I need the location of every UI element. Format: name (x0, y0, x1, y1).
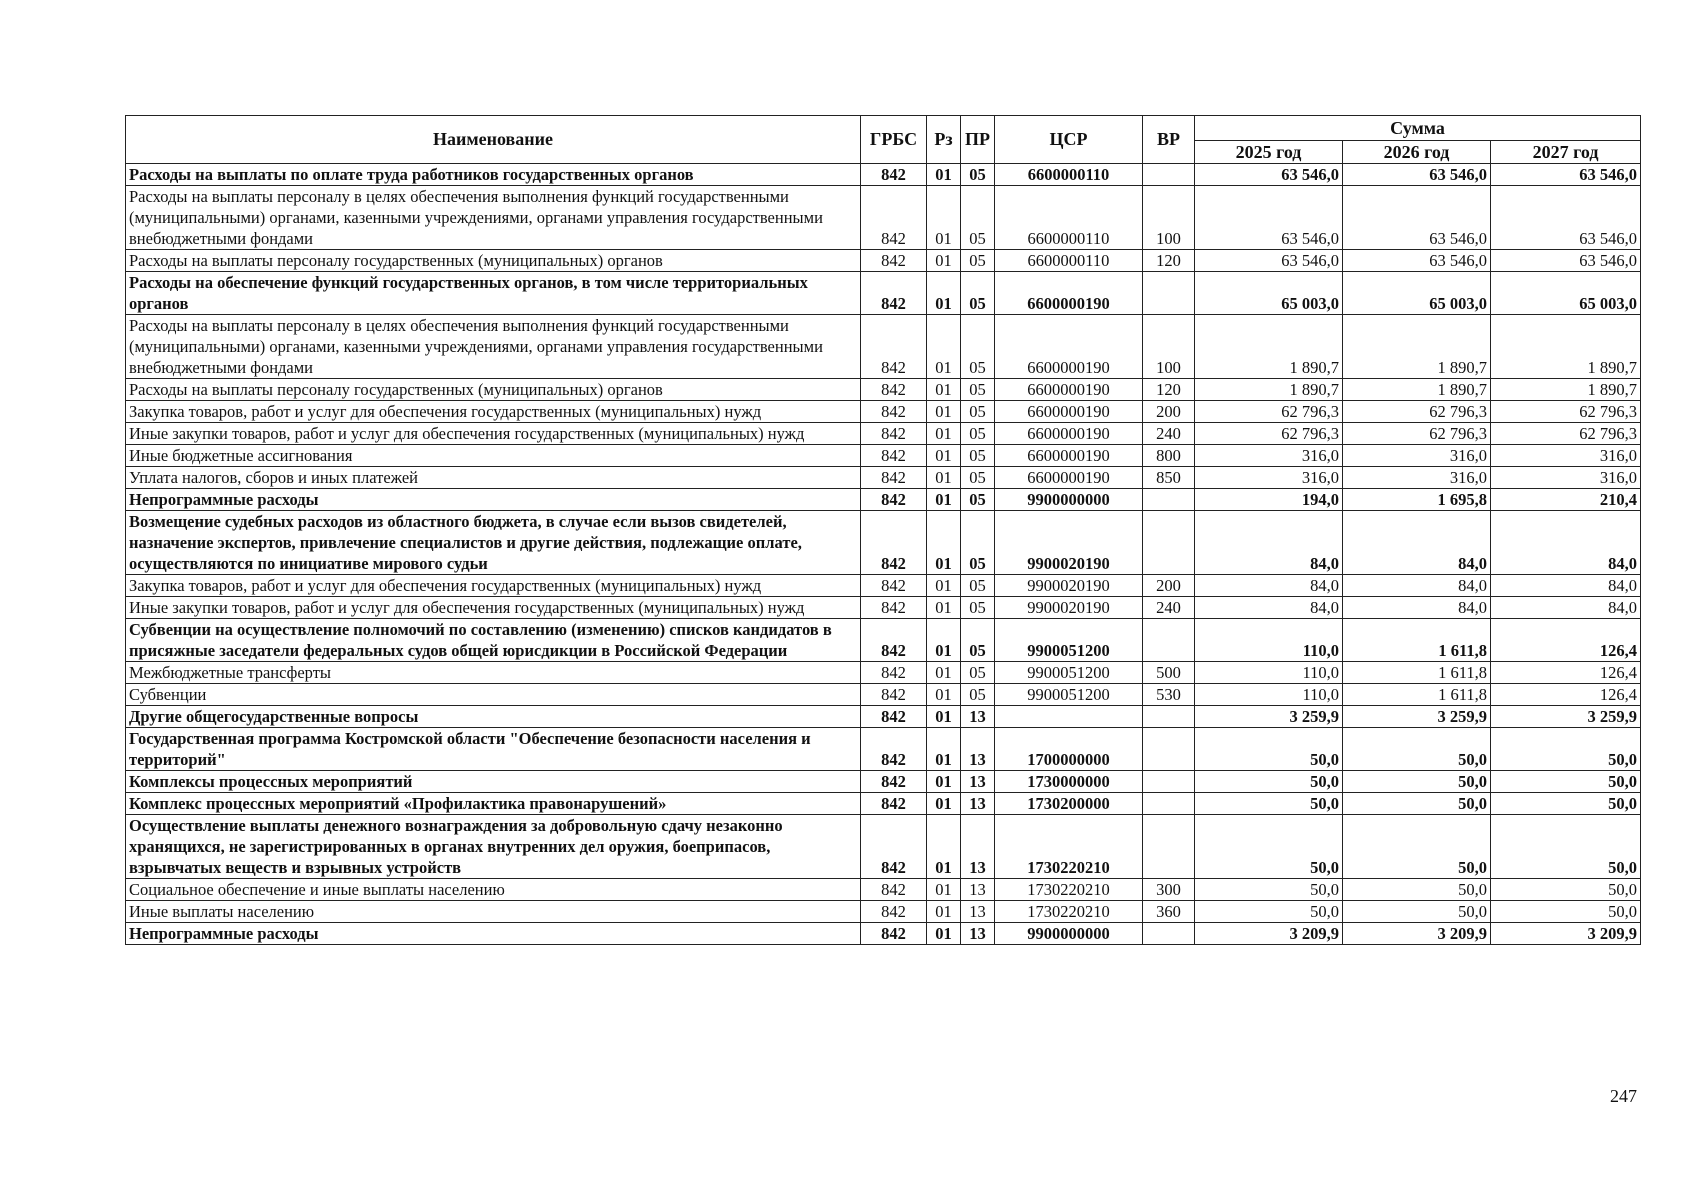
cell-vr: 500 (1143, 662, 1195, 684)
cell-grbs: 842 (861, 164, 927, 186)
cell-2026: 84,0 (1343, 597, 1491, 619)
header-csr: ЦСР (995, 116, 1143, 164)
cell-2025: 50,0 (1195, 879, 1343, 901)
cell-pr: 05 (961, 401, 995, 423)
cell-pr: 05 (961, 575, 995, 597)
cell-2026: 316,0 (1343, 445, 1491, 467)
cell-name: Комплексы процессных мероприятий (126, 771, 861, 793)
cell-rz: 01 (927, 164, 961, 186)
cell-2025: 1 890,7 (1195, 315, 1343, 379)
cell-2025: 62 796,3 (1195, 401, 1343, 423)
cell-vr (1143, 728, 1195, 771)
cell-2026: 1 611,8 (1343, 684, 1491, 706)
cell-2025: 50,0 (1195, 771, 1343, 793)
cell-2025: 50,0 (1195, 728, 1343, 771)
cell-name: Уплата налогов, сборов и иных платежей (126, 467, 861, 489)
cell-2026: 1 890,7 (1343, 379, 1491, 401)
table-row (126, 164, 1641, 186)
cell-pr: 05 (961, 489, 995, 511)
cell-2027: 316,0 (1491, 467, 1641, 489)
cell-2025: 194,0 (1195, 489, 1343, 511)
cell-name: Расходы на выплаты персоналу в целях обеспечения выполнения функций государственными (муниципальными) органами, казенными учреждениями, органами управления государственными внебюджетными фондами (126, 186, 861, 250)
cell-rz: 01 (927, 619, 961, 662)
cell-2026: 63 546,0 (1343, 186, 1491, 250)
cell-2027: 316,0 (1491, 445, 1641, 467)
cell-grbs: 842 (861, 272, 927, 315)
cell-2025: 65 003,0 (1195, 272, 1343, 315)
cell-rz: 01 (927, 315, 961, 379)
cell-pr: 05 (961, 684, 995, 706)
cell-name: Осуществление выплаты денежного вознаграждения за добровольную сдачу незаконно хранящихся, не зарегистрированных в органах внутренних дел оружия, боеприпасов, взрывчатых веществ и взрывных устройств (126, 815, 861, 879)
cell-vr (1143, 771, 1195, 793)
cell-2027: 126,4 (1491, 684, 1641, 706)
cell-2027: 62 796,3 (1491, 423, 1641, 445)
table-row (126, 728, 1641, 771)
cell-2026: 62 796,3 (1343, 401, 1491, 423)
cell-vr (1143, 489, 1195, 511)
cell-rz: 01 (927, 815, 961, 879)
cell-vr: 800 (1143, 445, 1195, 467)
cell-name: Расходы на выплаты персоналу государственных (муниципальных) органов (126, 379, 861, 401)
cell-grbs: 842 (861, 662, 927, 684)
cell-vr: 240 (1143, 423, 1195, 445)
table-row (126, 619, 1641, 662)
cell-2027: 84,0 (1491, 597, 1641, 619)
cell-2025: 50,0 (1195, 815, 1343, 879)
cell-csr: 6600000190 (995, 379, 1143, 401)
cell-grbs: 842 (861, 511, 927, 575)
cell-grbs: 842 (861, 815, 927, 879)
cell-vr: 100 (1143, 315, 1195, 379)
cell-2026: 63 546,0 (1343, 250, 1491, 272)
cell-csr: 9900000000 (995, 489, 1143, 511)
cell-2025: 110,0 (1195, 619, 1343, 662)
cell-pr: 13 (961, 815, 995, 879)
cell-2025: 316,0 (1195, 467, 1343, 489)
cell-grbs: 842 (861, 901, 927, 923)
cell-rz: 01 (927, 793, 961, 815)
cell-grbs: 842 (861, 423, 927, 445)
cell-csr: 6600000190 (995, 315, 1143, 379)
cell-2027: 1 890,7 (1491, 379, 1641, 401)
cell-rz: 01 (927, 575, 961, 597)
table-row (126, 511, 1641, 575)
cell-name: Государственная программа Костромской области "Обеспечение безопасности населения и территорий" (126, 728, 861, 771)
cell-2027: 63 546,0 (1491, 164, 1641, 186)
table-row (126, 706, 1641, 728)
cell-2026: 1 695,8 (1343, 489, 1491, 511)
cell-rz: 01 (927, 728, 961, 771)
cell-csr: 6600000190 (995, 445, 1143, 467)
cell-csr: 6600000190 (995, 401, 1143, 423)
table-row (126, 272, 1641, 315)
cell-grbs: 842 (861, 706, 927, 728)
cell-name: Возмещение судебных расходов из областного бюджета, в случае если вызов свидетелей, назначение экспертов, привлечение специалистов и другие действия, подлежащие оплате, осуществляются по инициативе мирового судьи (126, 511, 861, 575)
cell-grbs: 842 (861, 684, 927, 706)
cell-rz: 01 (927, 511, 961, 575)
table-row (126, 662, 1641, 684)
cell-csr: 1730200000 (995, 793, 1143, 815)
cell-vr: 300 (1143, 879, 1195, 901)
cell-vr (1143, 706, 1195, 728)
table-row (126, 575, 1641, 597)
table-row (126, 467, 1641, 489)
cell-2027: 62 796,3 (1491, 401, 1641, 423)
cell-pr: 05 (961, 186, 995, 250)
cell-pr: 05 (961, 619, 995, 662)
cell-csr: 9900000000 (995, 923, 1143, 945)
cell-2025: 63 546,0 (1195, 164, 1343, 186)
cell-2026: 84,0 (1343, 511, 1491, 575)
cell-rz: 01 (927, 489, 961, 511)
cell-name: Закупка товаров, работ и услуг для обеспечения государственных (муниципальных) нужд (126, 575, 861, 597)
cell-vr: 200 (1143, 401, 1195, 423)
cell-pr: 05 (961, 445, 995, 467)
cell-2025: 3 209,9 (1195, 923, 1343, 945)
cell-2027: 50,0 (1491, 728, 1641, 771)
cell-2026: 50,0 (1343, 793, 1491, 815)
cell-name: Закупка товаров, работ и услуг для обеспечения государственных (муниципальных) нужд (126, 401, 861, 423)
cell-2026: 65 003,0 (1343, 272, 1491, 315)
cell-csr: 6600000190 (995, 423, 1143, 445)
cell-grbs: 842 (861, 728, 927, 771)
cell-2027: 126,4 (1491, 619, 1641, 662)
cell-2026: 1 611,8 (1343, 619, 1491, 662)
cell-csr: 9900020190 (995, 575, 1143, 597)
cell-2025: 84,0 (1195, 575, 1343, 597)
cell-pr: 13 (961, 771, 995, 793)
table-row (126, 771, 1641, 793)
cell-csr: 9900051200 (995, 662, 1143, 684)
cell-2027: 3 209,9 (1491, 923, 1641, 945)
cell-rz: 01 (927, 379, 961, 401)
cell-2026: 50,0 (1343, 879, 1491, 901)
cell-2026: 1 611,8 (1343, 662, 1491, 684)
header-name: Наименование (126, 116, 861, 164)
cell-csr: 9900020190 (995, 511, 1143, 575)
cell-pr: 05 (961, 379, 995, 401)
cell-grbs: 842 (861, 489, 927, 511)
cell-2025: 50,0 (1195, 901, 1343, 923)
cell-csr: 9900051200 (995, 684, 1143, 706)
cell-name: Расходы на выплаты персоналу в целях обеспечения выполнения функций государственными (муниципальными) органами, казенными учреждениями, органами управления государственными внебюджетными фондами (126, 315, 861, 379)
header-rz: Рз (927, 116, 961, 164)
cell-rz: 01 (927, 923, 961, 945)
table-row (126, 597, 1641, 619)
cell-csr: 1730220210 (995, 879, 1143, 901)
cell-2027: 84,0 (1491, 575, 1641, 597)
cell-csr (995, 706, 1143, 728)
cell-csr: 1700000000 (995, 728, 1143, 771)
cell-csr: 1730000000 (995, 771, 1143, 793)
cell-2027: 63 546,0 (1491, 250, 1641, 272)
table-row (126, 315, 1641, 379)
cell-2025: 110,0 (1195, 662, 1343, 684)
cell-name: Расходы на выплаты по оплате труда работников государственных органов (126, 164, 861, 186)
budget-table (125, 115, 1641, 945)
cell-rz: 01 (927, 706, 961, 728)
cell-2026: 63 546,0 (1343, 164, 1491, 186)
cell-2025: 62 796,3 (1195, 423, 1343, 445)
header-pr: ПР (961, 116, 995, 164)
cell-grbs: 842 (861, 467, 927, 489)
cell-vr (1143, 511, 1195, 575)
cell-name: Другие общегосударственные вопросы (126, 706, 861, 728)
table-row (126, 923, 1641, 945)
cell-vr (1143, 619, 1195, 662)
page-number: 247 (1610, 1086, 1637, 1106)
cell-grbs: 842 (861, 250, 927, 272)
cell-vr: 100 (1143, 186, 1195, 250)
header-year-2027: 2027 год (1491, 141, 1641, 164)
header-grbs: ГРБС (861, 116, 927, 164)
cell-grbs: 842 (861, 879, 927, 901)
cell-name: Непрограммные расходы (126, 923, 861, 945)
table-row (126, 186, 1641, 250)
cell-pr: 05 (961, 662, 995, 684)
cell-rz: 01 (927, 771, 961, 793)
cell-vr (1143, 272, 1195, 315)
cell-pr: 05 (961, 272, 995, 315)
cell-rz: 01 (927, 423, 961, 445)
cell-pr: 05 (961, 511, 995, 575)
cell-name: Иные закупки товаров, работ и услуг для обеспечения государственных (муниципальных) нужд (126, 597, 861, 619)
cell-2025: 84,0 (1195, 511, 1343, 575)
table-row (126, 489, 1641, 511)
cell-csr: 6600000110 (995, 164, 1143, 186)
cell-2027: 50,0 (1491, 901, 1641, 923)
cell-csr: 9900051200 (995, 619, 1143, 662)
cell-vr (1143, 793, 1195, 815)
cell-rz: 01 (927, 597, 961, 619)
cell-2027: 1 890,7 (1491, 315, 1641, 379)
cell-pr: 05 (961, 315, 995, 379)
cell-vr: 530 (1143, 684, 1195, 706)
cell-2026: 50,0 (1343, 728, 1491, 771)
table-body (126, 164, 1641, 945)
table-row (126, 250, 1641, 272)
cell-vr (1143, 923, 1195, 945)
cell-2027: 126,4 (1491, 662, 1641, 684)
cell-grbs: 842 (861, 315, 927, 379)
cell-2027: 50,0 (1491, 771, 1641, 793)
cell-name: Социальное обеспечение и иные выплаты населению (126, 879, 861, 901)
header-sum: Сумма (1195, 116, 1641, 141)
cell-name: Расходы на выплаты персоналу государственных (муниципальных) органов (126, 250, 861, 272)
cell-2025: 63 546,0 (1195, 186, 1343, 250)
header-vr: ВР (1143, 116, 1195, 164)
cell-2026: 316,0 (1343, 467, 1491, 489)
cell-vr: 240 (1143, 597, 1195, 619)
cell-csr: 6600000190 (995, 272, 1143, 315)
cell-name: Расходы на обеспечение функций государственных органов, в том числе территориальных органов (126, 272, 861, 315)
table-header (126, 116, 1641, 164)
cell-csr: 1730220210 (995, 901, 1143, 923)
table-row (126, 793, 1641, 815)
cell-name: Межбюджетные трансферты (126, 662, 861, 684)
cell-pr: 13 (961, 923, 995, 945)
cell-rz: 01 (927, 684, 961, 706)
cell-2027: 50,0 (1491, 793, 1641, 815)
cell-pr: 13 (961, 879, 995, 901)
cell-pr: 05 (961, 597, 995, 619)
cell-vr (1143, 164, 1195, 186)
cell-vr: 120 (1143, 250, 1195, 272)
cell-csr: 6600000190 (995, 467, 1143, 489)
cell-grbs: 842 (861, 186, 927, 250)
cell-rz: 01 (927, 401, 961, 423)
cell-grbs: 842 (861, 619, 927, 662)
cell-csr: 1730220210 (995, 815, 1143, 879)
cell-pr: 05 (961, 423, 995, 445)
cell-vr: 200 (1143, 575, 1195, 597)
cell-grbs: 842 (861, 401, 927, 423)
table-row (126, 879, 1641, 901)
cell-2027: 50,0 (1491, 879, 1641, 901)
cell-2025: 316,0 (1195, 445, 1343, 467)
cell-name: Иные закупки товаров, работ и услуг для обеспечения государственных (муниципальных) нужд (126, 423, 861, 445)
cell-2027: 63 546,0 (1491, 186, 1641, 250)
cell-pr: 05 (961, 164, 995, 186)
cell-csr: 6600000110 (995, 250, 1143, 272)
cell-pr: 05 (961, 467, 995, 489)
cell-2026: 84,0 (1343, 575, 1491, 597)
cell-pr: 13 (961, 901, 995, 923)
cell-2025: 1 890,7 (1195, 379, 1343, 401)
cell-name: Субвенции на осуществление полномочий по составлению (изменению) списков кандидатов в присяжные заседатели федеральных судов общей юрисдикции в Российской Федерации (126, 619, 861, 662)
cell-rz: 01 (927, 662, 961, 684)
cell-rz: 01 (927, 901, 961, 923)
cell-pr: 05 (961, 250, 995, 272)
cell-2027: 3 259,9 (1491, 706, 1641, 728)
cell-2025: 50,0 (1195, 793, 1343, 815)
cell-grbs: 842 (861, 597, 927, 619)
cell-grbs: 842 (861, 379, 927, 401)
header-year-2026: 2026 год (1343, 141, 1491, 164)
table-row (126, 901, 1641, 923)
cell-name: Иные выплаты населению (126, 901, 861, 923)
cell-pr: 13 (961, 793, 995, 815)
cell-2026: 62 796,3 (1343, 423, 1491, 445)
cell-name: Комплекс процессных мероприятий «Профилактика правонарушений» (126, 793, 861, 815)
table-row (126, 815, 1641, 879)
table-row (126, 401, 1641, 423)
cell-2025: 110,0 (1195, 684, 1343, 706)
cell-name: Субвенции (126, 684, 861, 706)
cell-rz: 01 (927, 272, 961, 315)
table-row (126, 445, 1641, 467)
cell-2026: 3 209,9 (1343, 923, 1491, 945)
cell-vr (1143, 815, 1195, 879)
cell-2027: 210,4 (1491, 489, 1641, 511)
cell-2026: 1 890,7 (1343, 315, 1491, 379)
cell-rz: 01 (927, 467, 961, 489)
cell-pr: 13 (961, 706, 995, 728)
cell-2026: 3 259,9 (1343, 706, 1491, 728)
cell-2026: 50,0 (1343, 815, 1491, 879)
table-row (126, 684, 1641, 706)
cell-name: Иные бюджетные ассигнования (126, 445, 861, 467)
cell-grbs: 842 (861, 793, 927, 815)
cell-2027: 84,0 (1491, 511, 1641, 575)
cell-name: Непрограммные расходы (126, 489, 861, 511)
table-row (126, 379, 1641, 401)
cell-grbs: 842 (861, 575, 927, 597)
cell-2025: 84,0 (1195, 597, 1343, 619)
cell-csr: 9900020190 (995, 597, 1143, 619)
cell-vr: 120 (1143, 379, 1195, 401)
header-year-2025: 2025 год (1195, 141, 1343, 164)
cell-rz: 01 (927, 186, 961, 250)
cell-grbs: 842 (861, 771, 927, 793)
cell-2027: 50,0 (1491, 815, 1641, 879)
cell-2025: 63 546,0 (1195, 250, 1343, 272)
cell-2025: 3 259,9 (1195, 706, 1343, 728)
cell-pr: 13 (961, 728, 995, 771)
cell-vr: 850 (1143, 467, 1195, 489)
cell-vr: 360 (1143, 901, 1195, 923)
cell-rz: 01 (927, 250, 961, 272)
cell-2026: 50,0 (1343, 901, 1491, 923)
cell-grbs: 842 (861, 923, 927, 945)
cell-2026: 50,0 (1343, 771, 1491, 793)
cell-grbs: 842 (861, 445, 927, 467)
cell-csr: 6600000110 (995, 186, 1143, 250)
cell-rz: 01 (927, 445, 961, 467)
cell-rz: 01 (927, 879, 961, 901)
table-row (126, 423, 1641, 445)
cell-2027: 65 003,0 (1491, 272, 1641, 315)
